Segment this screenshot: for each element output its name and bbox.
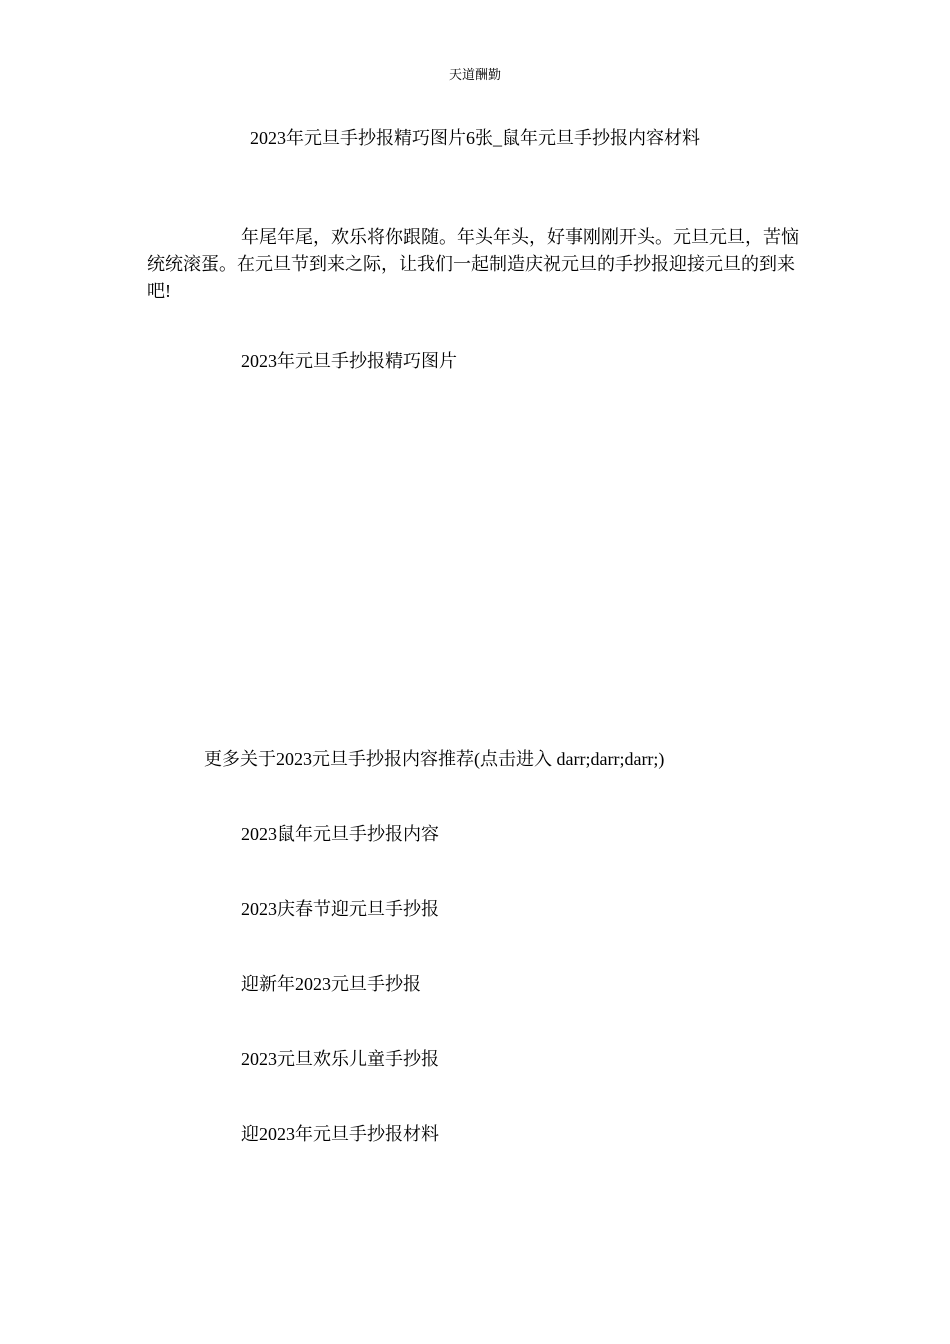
page-header: 天道酬勤	[448, 67, 501, 82]
document-title: 2023年元旦手抄报精巧图片6张_鼠年元旦手抄报内容材料	[250, 128, 700, 148]
image-area	[147, 390, 807, 720]
more-recommendations-line: 更多关于2023元旦手抄报内容推荐(点击进入 darr;darr;darr;)	[204, 749, 665, 769]
recommendation-link[interactable]: 迎2023年元旦手抄报材料	[241, 1124, 439, 1144]
recommendation-link[interactable]: 迎新年2023元旦手抄报	[241, 974, 421, 994]
intro-paragraph: 年尾年尾，欢乐将你跟随。年头年头，好事刚刚开头。元旦元旦，苦恼统统滚蛋。在元旦节到来之际，让我们一起制造庆祝元旦的手抄报迎接元旦的到来吧!	[147, 227, 799, 301]
recommendation-list	[241, 822, 439, 1197]
recommendation-link[interactable]: 2023鼠年元旦手抄报内容	[241, 824, 439, 844]
section-heading: 2023年元旦手抄报精巧图片	[241, 351, 457, 371]
recommendation-link[interactable]: 2023元旦欢乐儿童手抄报	[241, 1049, 439, 1069]
recommendation-link[interactable]: 2023庆春节迎元旦手抄报	[241, 899, 439, 919]
